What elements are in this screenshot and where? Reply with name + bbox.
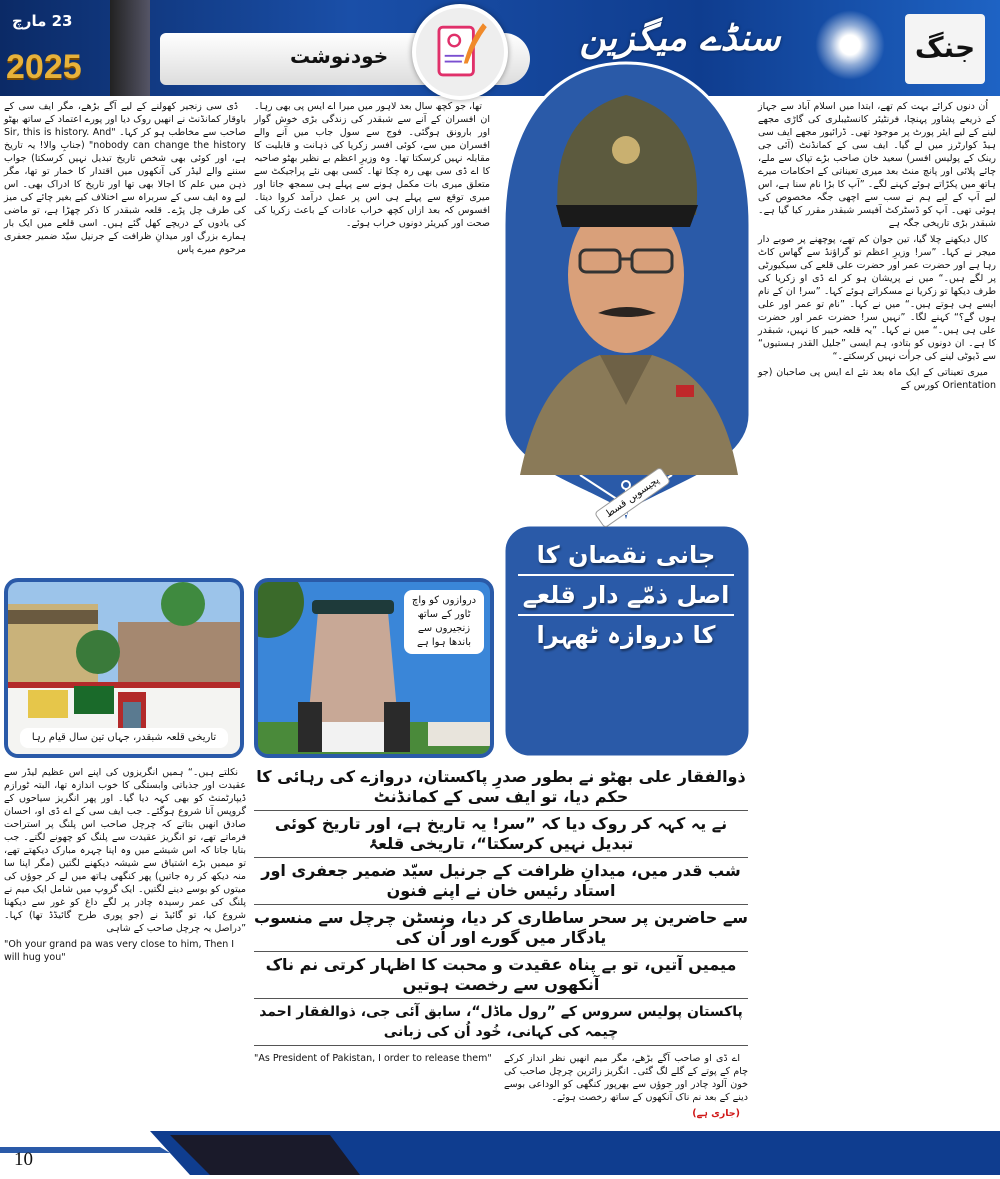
page-footer [0, 1127, 1000, 1175]
paragraph: اُن دنوں کرائے بہت کم تھے، ابتدا میں اسلام آباد سے جہاز کے ذریعے پشاور پہنچا، فرنٹیئر کانسٹیبلری کی گاڑی مجھے لینے کے لیے ایئر پورٹ پر موجود تھی۔ ڈرائیور مجھے ایف سی ہیڈ کوارٹرز میں لے گیا۔ ایف سی کے کمانڈنٹ (آئی جی رینک کے پولیس افسر) سعید خان صاحب بڑے تپاک سے ملے، چائے پلائی اور پانچ منٹ بعد میری تعیناتی کے احکامات میرے ہاتھ میں پکڑاتے ہوئے کہنے لگے۔ ”آپ کا بڑا نام سنا ہے، اس لیے آپ کے لیے ہم نے سب سے اچھی جگہ مخصوص کی ہوئی تھی۔ آپ کو ڈسٹرکٹ آفیسر شبقدر مقرر کیا گیا ہے۔ شبقدر بڑی تاریخی جگہ ہے [758, 101, 996, 229]
installment-tag: پچیسویں قسط [594, 466, 671, 528]
headline-line: کا دروازہ ٹھہرا [536, 621, 716, 649]
banner-diagonal-stripe [110, 0, 150, 96]
magazine-brand-logo: سنڈے میگزین [579, 18, 781, 59]
deck-line: شب قدر میں، میدانِ ظرافت کے جرنیل سیّد ضمیر جعفری اور استاد رئیس خان نے اپنے فنون [254, 858, 748, 905]
deck-line: میمیں آتیں، تو بے پناہ عقیدت و محبت کا اظہار کرتی نم ناک آنکھوں سے رخصت ہوتیں [254, 952, 748, 999]
tower-photo-caption: دروازوں کو واچ ٹاور کے ساتھ زنجیروں سے باندھا ہوا ہے [404, 590, 484, 654]
paragraph: میری تعیناتی کے ایک ماہ بعد نئے اے ایس پی صاحبان (جو Orientation کورس کے [758, 367, 996, 391]
article-column-right [758, 100, 996, 395]
deck-line: نے یہ کہہ کر روک دیا کہ ”سر! یہ تاریخ ہے، اور تاریخ کوئی تبدیل نہیں کرسکتا“، تاریخی قلعۂ [254, 811, 748, 858]
english-quote: "Oh your grand pa was very close to him, Then I will hug you" [4, 939, 235, 963]
watch-tower-photo [254, 578, 494, 758]
issue-year: 2025 [6, 48, 82, 86]
byline: پاکستان پولیس سروس کے ”رول ماڈل“، سابق آئی جی، ذوالفقار احمد چیمہ کی کہانی، خُود اُن کی زبانی [254, 999, 748, 1046]
paragraph: اے ڈی او صاحب آگے بڑھے، مگر میم انھیں نظر انداز کرکے چام کے پوتے کے گلے لگ گئی۔ انگریز زائرین چرچل صاحب کی خون آلود چادر اور جوؤں سے بھرپور کنگھی کو الوداعی بوسے دینے کے بعد نم ناک آنکھوں کے ساتھ رخصت ہوئے۔ [504, 1053, 748, 1103]
article-column-middle-left [254, 100, 490, 233]
issue-date: 23 مارچ [12, 12, 73, 30]
paragraph: ڈی سی زنجیر کھولنے کے لیے آگے بڑھے، مگر ایف سی کے باوقار کمانڈنٹ نے انھیں روک دیا اور پورے اعتماد کے ساتھ بھٹو صاحب سے مخاطب ہو کر کہا۔ "Sir, this is history. And nobody can change the history" (جنابِ والا! یہ تاریخ ہے، اور کوئی بھی شخص تاریخ تبدیل نہیں کرسکتا) جواب سننے والے لیڈر کی آنکھوں میں اقتدار کا خمار تو تھا، مگر ذہن میں علم کا اجالا بھی تھا اور تاریخ کا ادراک بھی۔ اس لیے وہ ایف سی کے سربراہ سے اختلاف کیے بغیر چائے کی میز کی طرف چل پڑے۔ قلعہ شبقدر کا ذکر چھڑا ہے، تو ماضی کی یادوں کے دریچے کھل گئے ہیں۔ اسی قلعے میں ایک بار ہمارے بزرگ اور میدانِ ظرافت کے جرنیل سیّد ضمیر جعفری مرحوم میرے پاس [4, 101, 246, 255]
feature-deck [254, 764, 748, 1046]
autobiography-icon [412, 4, 508, 100]
portrait-pen-panel [500, 55, 752, 760]
headline-line: اصل ذمّے دار قلعے [518, 576, 734, 616]
section-title: خودنوشت [290, 44, 389, 68]
continued-label: (جاری ہے) [692, 1108, 740, 1119]
sunburst-graphic [815, 10, 885, 80]
fort-photo-caption: تاریخی قلعہ شبقدر، جہاں تین سال قیام رہا [20, 728, 228, 748]
feature-headline [512, 536, 740, 654]
page-number: 10 [14, 1149, 33, 1170]
deck-line: سے حاضرین پر سحر ساطاری کر دیا، ونسٹن چرچل سے منسوب یادگار میں گورے اور اُن کی [254, 905, 748, 952]
fort-photo [4, 578, 244, 758]
article-column-bottom-left [254, 1052, 494, 1068]
paragraph: کال دیکھنے چلا گیا، تین جوان کم تھے، پوچھنے پر صوبے دار میجر نے کہا۔ ”سر! وزیرِ اعظم تو گراؤنڈ سے گھاس کاٹ رہا ہے اور حضرت عمر اور حضرت علی قلعے کی سیکیورٹی پر لگے ہیں۔“ میں نے پریشان ہو کر اے ڈی او زکریا کی طرف دیکھا تو زکریا نے مسکراتے ہوئے کہا۔ ”سر! ان کے نام ایسے ہی ہوتے ہیں۔“ میں نے کہا۔ ”نام تو عمر اور علی ہوں گے؟“ کہنے لگا۔ ”نہیں سر! حضرت عمر اور حضرت علی ہی ہیں۔“ میں نے کہا۔ ”یہ قلعہ خیبر کا نہیں، شبقدر کا ہے۔ ان دونوں کو بتادو، ہم ایسی ”جلیل القدر ہستیوں“ سے ڈیوٹی لینے کی جرأت نہیں کرسکتے۔“ [758, 234, 996, 362]
article-column-left-lower [4, 766, 246, 967]
deck-line: ذوالفقار علی بھٹو نے بطور صدرِ پاکستان، دروازے کی رہائی کا حکم دیا، تو ایف سی کے کمانڈنٹ [254, 764, 748, 811]
jang-logo: جنگ [905, 14, 985, 84]
article-column-bottom-right [504, 1052, 748, 1123]
paragraph: نکلتے ہیں۔“ ہمیں انگریزوں کی اپنے اس عظیم لیڈر سے عقیدت اور جذباتی وابستگی کا خوب اندازہ تھا، البتہ ٹورازم ڈیپارٹمنٹ کو بھی کہہ دیا گیا۔ اور پھر انگریز سیاحوں کے گروپس آنا شروع ہوگئے۔ جب ایف سی کے اے ڈی او، احسان صادق انھیں بتاتے کہ چرچل صاحب اس پلنگ پر استراحت فرماتے تھے، تو انگریز عقیدت سے پلنگ کو چھونے لگتے۔ جب بتایا جاتا کہ اس شیشے میں وہ اپنا چہرہ مبارک دیکھتے تھے، تو میمیں بڑے اشتیاق سے شیشہ دیکھنے لگتیں (مگر اپنا سا منہ دیکھ کر رہ جاتیں) پھر کنگھی ہاتھ میں لے کر جوؤں کی میتوں کو بوسے دینے لگتیں۔ ایک گروپ میں شامل ایک میم نے پلنگ کی عمر رسیدہ چادر پر لگے داغ کو غور سے دیکھنا شروع کیا، تو گائیڈ نے (جو پوری طرح گائیڈڈ تھا) کہا۔ ”دراصل یہ چرچل صاحب کے شاہی [4, 767, 246, 934]
paragraph: تھا، جو کچھ سال بعد لاہور میں میرا اے ایس پی بھی رہا۔ ان افسران کے آنے سے شبقدر کی زندگی بڑی خوش گوار اور بارونق ہوگئی۔ فوج سے سول جاب میں آنے والے افسران میں سے، کوئی افسر زکریا کی ذہانت و قابلیت کا مقابلہ نہیں کرسکتا تھا۔ وہ وزیرِ اعظم بے نظیر بھٹو صاحبہ کا اے ڈی سی بھی رہ چکا تھا۔ کسی بھی نئے پراجیکٹ سے متعلق میری بات مکمل ہونے سے پہلے ہی سمجھ جاتا اور میری توقع سے پہلے ہی اس پر عمل درآمد کروا دیتا۔ افسوس کہ بعد ازاں کچھ خراب عادات کے باعث زکریا کی صحت اور کیریئر دونوں خراب ہوئے۔ [254, 101, 490, 229]
article-column-left [4, 100, 246, 259]
english-quote: "As President of Pakistan, I order to release them" [254, 1053, 492, 1064]
headline-line: جانی نقصان کا [518, 536, 734, 576]
